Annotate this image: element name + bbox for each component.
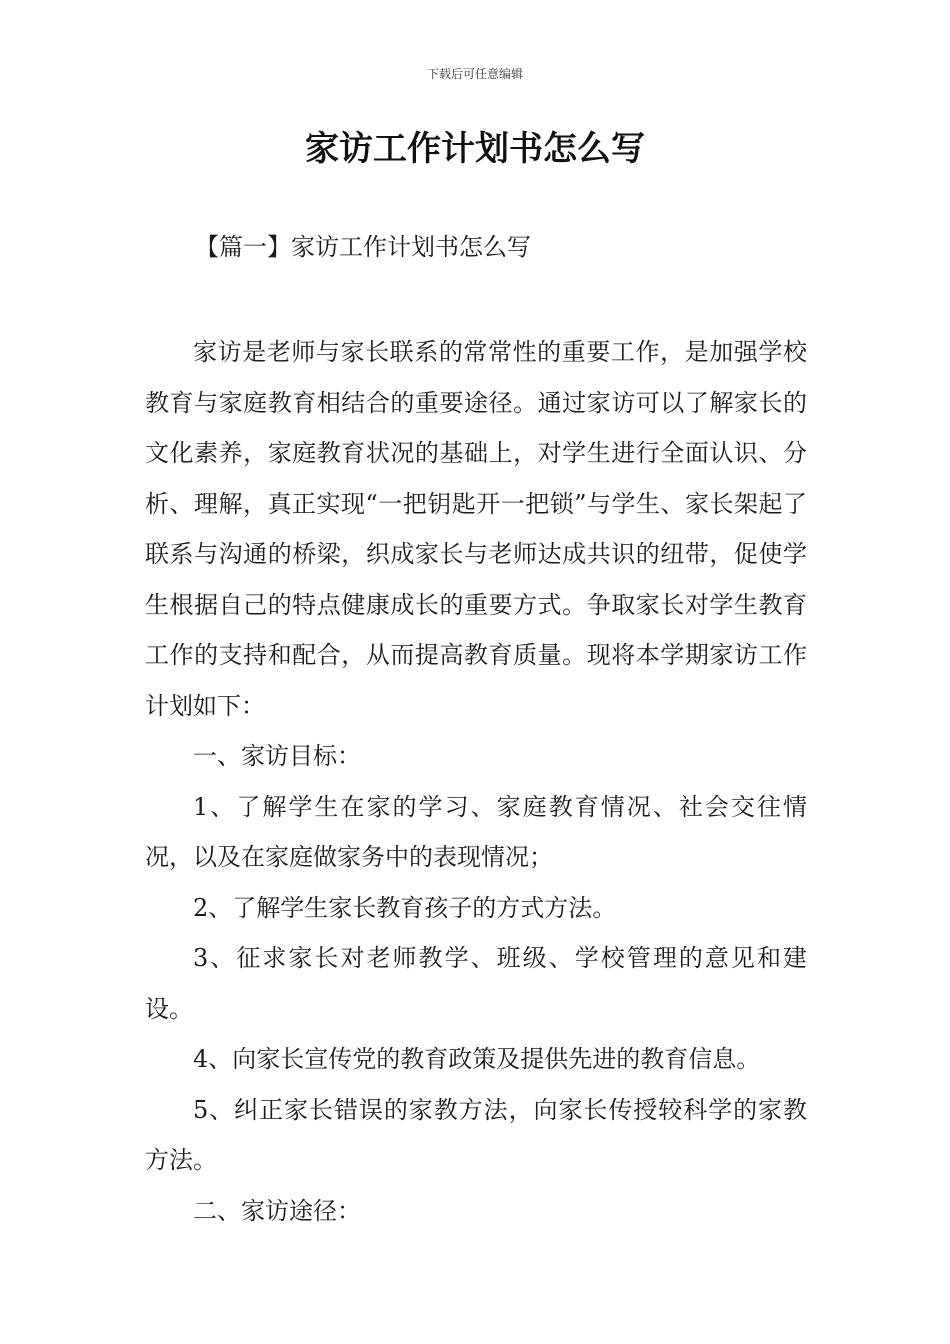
goals-heading: 一、家访目标： bbox=[193, 742, 361, 770]
document-title: 家访工作计划书怎么写 bbox=[305, 129, 645, 169]
goal-item-1: 1、了解学生在家的学习、家庭教育情况、社会交往情况，以及在家庭做家务中的表现情况； bbox=[145, 792, 807, 871]
section-heading: 【篇一】家访工作计划书怎么写 bbox=[195, 233, 531, 261]
goal-item-3: 3、征求家长对老师教学、班级、学校管理的意见和建设。 bbox=[145, 944, 807, 1023]
goal-item-4: 4、向家长宣传党的教育政策及提供先进的教育信息。 bbox=[193, 1045, 761, 1073]
intro-paragraph: 家访是老师与家长联系的常常性的重要工作，是加强学校教育与家庭教育相结合的重要途径。通过家访可以了解家长的文化素养，家庭教育状况的基础上，对学生进行全面认识、分析、理解，真正实现“一把钥匙开一把锁”与学生、家长架起了联系与沟通的桥梁，织成家长与老师达成共识的纽带，促使学生根据自己的特点健康成长的重要方式。争取家长对学生教育工作的支持和配合，从而提高教育质量。现将本学期家访工作计划如下： bbox=[145, 338, 807, 720]
header-note: 下载后可任意编辑 bbox=[426, 67, 523, 81]
goal-item-2: 2、了解学生家长教育孩子的方式方法。 bbox=[193, 893, 617, 922]
document-body bbox=[145, 327, 807, 1236]
approach-heading: 二、家访途径： bbox=[193, 1196, 361, 1225]
goal-item-5: 5、纠正家长错误的家教方法，向家长传授较科学的家教方法。 bbox=[145, 1095, 807, 1174]
